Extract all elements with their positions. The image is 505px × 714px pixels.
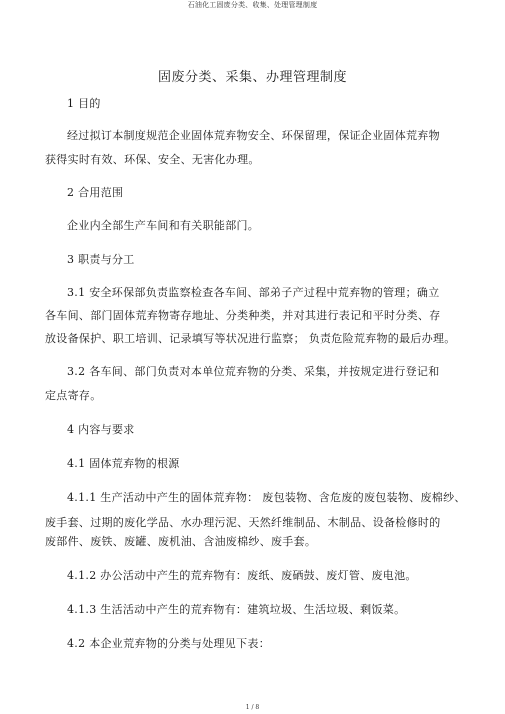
- section-1-paragraph-line-1: 经过拟订本制度规范企业固体荒弃物安全、环保留理，保证企业固体荒弃物: [67, 129, 440, 142]
- page-number: 1 / 8: [245, 704, 260, 711]
- running-header: 石油化工固废分类、收集、处理管理制度: [187, 1, 318, 9]
- section-4-heading: 4 内容与要求: [67, 423, 135, 436]
- section-1-heading: 1 目的: [67, 97, 101, 110]
- clause-4-1-1-line-1: 4.1.1 生产活动中产生的固体荒弃物： 废包装物、含危废的废包装物、废棉纱、: [67, 491, 466, 504]
- clause-4-1-heading: 4.1 固体荒弃物的根源: [67, 457, 180, 470]
- document-title: 固废分类、采集、办理管理制度: [157, 70, 347, 85]
- clause-3-2-line-2: 定点寄存。: [45, 389, 102, 402]
- clause-4-2: 4.2 本企业荒弃物的分类与处理见下表：: [67, 637, 270, 650]
- clause-4-1-2: 4.1.2 办公活动中产生的荒弃物有：废纸、废硒鼓、废灯管、废电池。: [67, 569, 417, 582]
- section-2-paragraph: 企业内全部生产车间和有关职能部门。: [67, 219, 260, 232]
- clause-3-2-line-1: 3.2 各车间、部门负责对本单位荒弃物的分类、采集，并按规定进行登记和: [67, 365, 440, 378]
- clause-3-1-line-3: 放设备保护、职工培训、记录填写等状况进行监察； 负责危险荒弃物的最后办理。: [45, 332, 456, 345]
- section-1-paragraph-line-2: 获得实时有效、环保、安全、无害化办理。: [45, 153, 260, 166]
- clause-4-1-1-line-2: 废手套、过期的废化学品、水办理污泥、天然纤维制品、木制品、设备检修时的: [45, 516, 441, 529]
- section-3-heading: 3 职责与分工: [67, 253, 135, 266]
- clause-3-1-line-1: 3.1 安全环保部负责监察检查各车间、部弟子产过程中荒弃物的管理；确立: [67, 286, 440, 299]
- clause-3-1-line-2: 各车间、部门固体荒弃物寄存地址、分类种类，并对其进行表记和平时分类、存: [45, 309, 441, 322]
- clause-4-1-3: 4.1.3 生活活动中产生的荒弃物有：建筑垃圾、生活垃圾、剩饭菜。: [67, 603, 406, 616]
- section-2-heading: 2 合用范围: [67, 186, 124, 199]
- clause-4-1-1-line-3: 废部件、废铁、废罐、废机油、含油废棉纱、废手套。: [45, 535, 317, 548]
